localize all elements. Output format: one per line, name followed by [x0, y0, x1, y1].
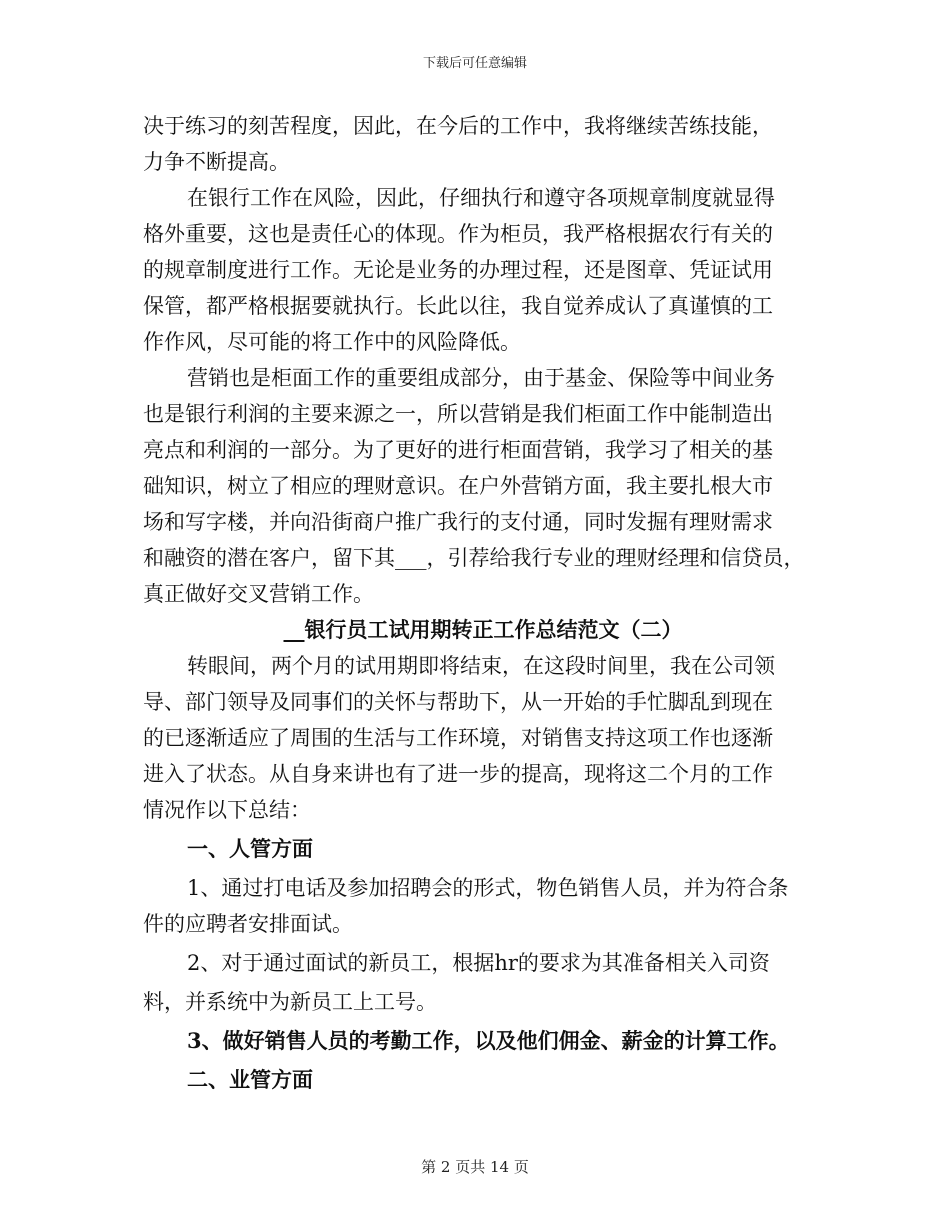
paragraph-line: 进入了状态。从自身来讲也有了进一步的提高，现将这二个月的工作 [143, 762, 773, 786]
paragraph-line: 也是银行利润的主要来源之一，所以营销是我们柜面工作中能制造出 [143, 402, 773, 426]
page-footer: 第 2 页共 14 页 [421, 1158, 529, 1176]
section-title: __银行员工试用期转正工作总结范文（二） [283, 617, 683, 642]
paragraph-line: 营销也是柜面工作的重要组成部分，由于基金、保险等中间业务 [187, 366, 775, 390]
paragraph-line: 场和写字楼，并向沿街商户推广我行的支付通，同时发掘有理财需求 [143, 510, 773, 534]
paragraph-line: 础知识，树立了相应的理财意识。在户外营销方面，我主要扎根大市 [143, 474, 773, 498]
paragraph-line: 情况作以下总结： [143, 798, 311, 822]
list-item: 1、通过打电话及参加招聘会的形式，物色销售人员，并为符合条 [187, 876, 789, 900]
paragraph-line: 力争不断提高。 [143, 150, 290, 174]
paragraph-line: 亮点和利润的一部分。为了更好的进行柜面营销，我学习了相关的基 [143, 438, 773, 462]
paragraph-line: 的已逐渐适应了周围的生活与工作环境，对销售支持这项工作也逐渐 [143, 726, 773, 750]
list-item-bold: 3、做好销售人员的考勤工作，以及他们佣金、薪金的计算工作。 [187, 1028, 790, 1053]
paragraph-line: 保管，都严格根据要就执行。长此以往，我自觉养成认了真谨慎的工 [143, 294, 773, 318]
paragraph-line: 导、部门领导及同事们的关怀与帮助下，从一开始的手忙脚乱到现在 [143, 690, 773, 714]
paragraph-line: 料，并系统中为新员工上工号。 [143, 990, 437, 1014]
paragraph-line: 的规章制度进行工作。无论是业务的办理过程，还是图章、凭证试用 [143, 258, 773, 282]
paragraph-line: 决于练习的刻苦程度，因此，在今后的工作中，我将继续苦练技能， [143, 114, 773, 138]
paragraph-line: 转眼间，两个月的试用期即将结束，在这段时间里，我在公司领 [187, 654, 775, 678]
subheading-business: 二、业管方面 [187, 1067, 313, 1092]
paragraph-line: 件的应聘者安排面试。 [143, 912, 353, 936]
paragraph-line: 和融资的潜在客户，留下其___，引荐给我行专业的理财经理和信贷员， [143, 546, 805, 570]
document-body [143, 108, 823, 1098]
subheading-personnel: 一、人管方面 [187, 836, 313, 861]
paragraph-line: 格外重要，这也是责任心的体现。作为柜员，我严格根据农行有关的 [143, 222, 773, 246]
page-header: 下载后可任意编辑 [422, 56, 527, 71]
list-item: 2、对于通过面试的新员工，根据hr的要求为其准备相关入司资 [187, 951, 770, 975]
paragraph-line: 作作风，尽可能的将工作中的风险降低。 [143, 330, 521, 354]
paragraph-line: 真正做好交叉营销工作。 [143, 582, 374, 606]
paragraph-line: 在银行工作在风险，因此，仔细执行和遵守各项规章制度就显得 [187, 186, 775, 210]
